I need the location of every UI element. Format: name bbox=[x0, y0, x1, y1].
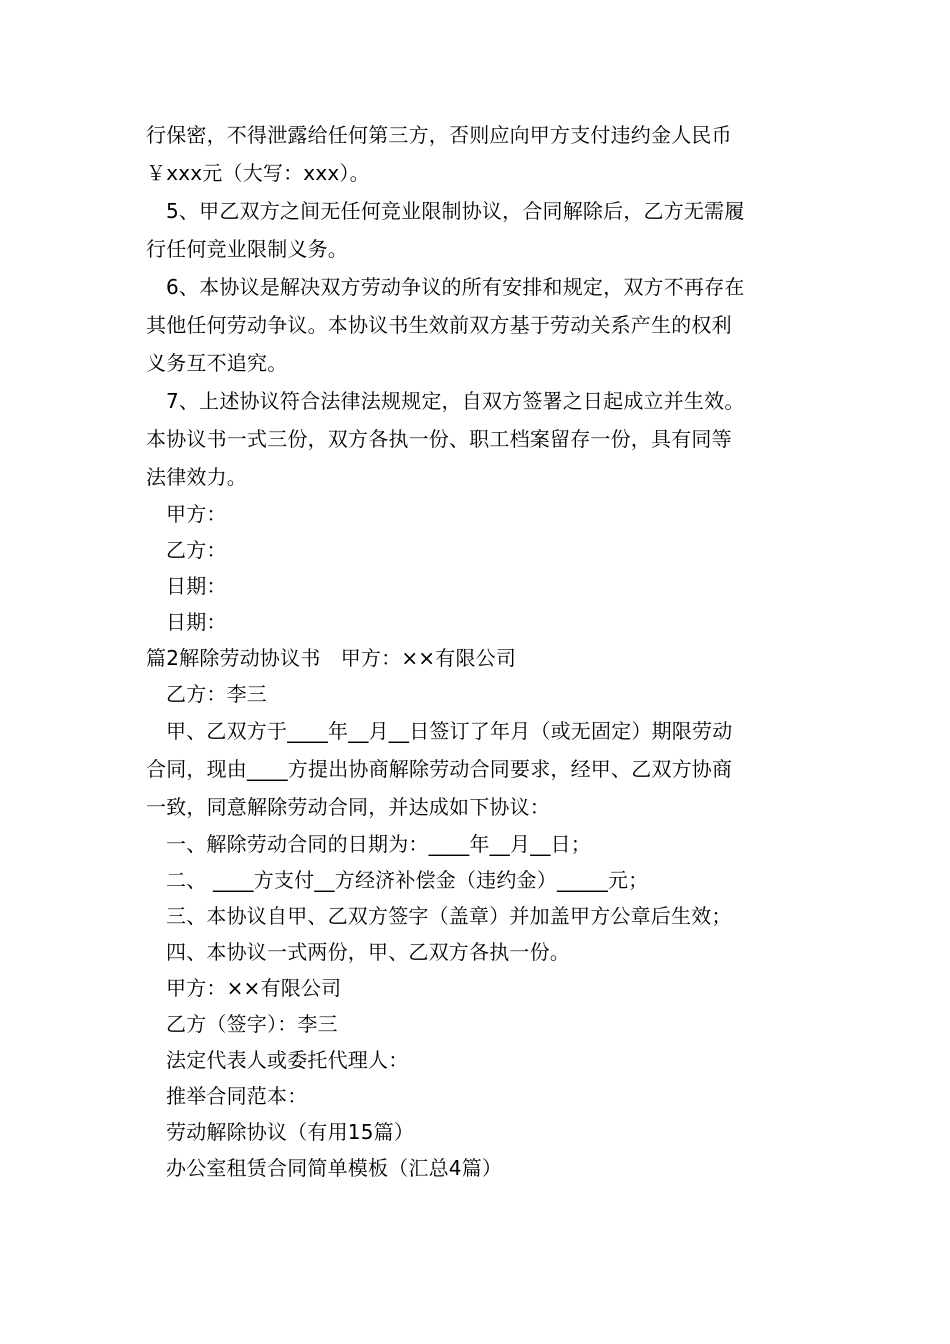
signature-party-a: 甲方：××有限公司 bbox=[166, 976, 342, 1000]
text-line-1: 行保密，不得泄露给任何第三方，否则应向甲方支付违约金人民币 bbox=[146, 123, 732, 147]
agreement-item-2: 二、 ____方支付__方经济补偿金（违约金）_____元； bbox=[166, 868, 649, 892]
clause-7-line-1: 7、上述协议符合法律法规规定，自双方签署之日起成立并生效。 bbox=[166, 389, 745, 413]
recommended-templates-label: 推举合同范本： bbox=[166, 1084, 308, 1108]
party-b-label: 乙方： bbox=[166, 538, 227, 562]
clause-7-line-2: 本协议书一式三份，双方各执一份、职工档案留存一份，具有同等 bbox=[146, 427, 732, 451]
date-label-1: 日期： bbox=[166, 574, 227, 598]
recommended-template-2[interactable]: 办公室租赁合同简单模板（汇总4篇） bbox=[166, 1156, 503, 1180]
article-2-heading: 篇2解除劳动协议书 甲方：××有限公司 bbox=[146, 646, 517, 670]
recommended-template-1[interactable]: 劳动解除协议（有用15篇） bbox=[166, 1120, 415, 1144]
date-label-2: 日期： bbox=[166, 610, 227, 634]
text-line-2: ￥xxx元（大写：xxx）。 bbox=[146, 161, 370, 185]
clause-6-line-1: 6、本协议是解决双方劳动争议的所有安排和规定，双方不再存在 bbox=[166, 275, 745, 299]
party-a-label: 甲方： bbox=[166, 502, 227, 526]
document-body bbox=[146, 116, 808, 1186]
clause-7-line-3: 法律效力。 bbox=[146, 465, 247, 489]
clause-6-line-2: 其他任何劳动争议。本协议书生效前双方基于劳动关系产生的权利 bbox=[146, 313, 732, 337]
agreement-intro-line-2: 合同，现由____方提出协商解除劳动合同要求，经甲、乙双方协商 bbox=[146, 757, 733, 781]
clause-5-line-2: 行任何竞业限制义务。 bbox=[146, 237, 348, 261]
agreement-item-4: 四、本协议一式两份，甲、乙双方各执一份。 bbox=[166, 940, 570, 964]
clause-5-line-1: 5、甲乙双方之间无任何竞业限制协议，合同解除后，乙方无需履 bbox=[166, 199, 745, 223]
agreement-intro-line-1: 甲、乙双方于____年__月__日签订了年月（或无固定）期限劳动 bbox=[166, 719, 733, 743]
signature-party-b: 乙方（签字）：李三 bbox=[166, 1012, 338, 1036]
party-b-name: 乙方：李三 bbox=[166, 682, 267, 706]
agreement-item-1: 一、解除劳动合同的日期为：____年__月__日； bbox=[166, 832, 591, 856]
legal-representative: 法定代表人或委托代理人： bbox=[166, 1048, 409, 1072]
clause-6-line-3: 义务互不追究。 bbox=[146, 351, 288, 375]
agreement-item-3: 三、本协议自甲、乙双方签字（盖章）并加盖甲方公章后生效； bbox=[166, 904, 732, 928]
agreement-intro-line-3: 一致，同意解除劳动合同，并达成如下协议： bbox=[146, 795, 550, 819]
